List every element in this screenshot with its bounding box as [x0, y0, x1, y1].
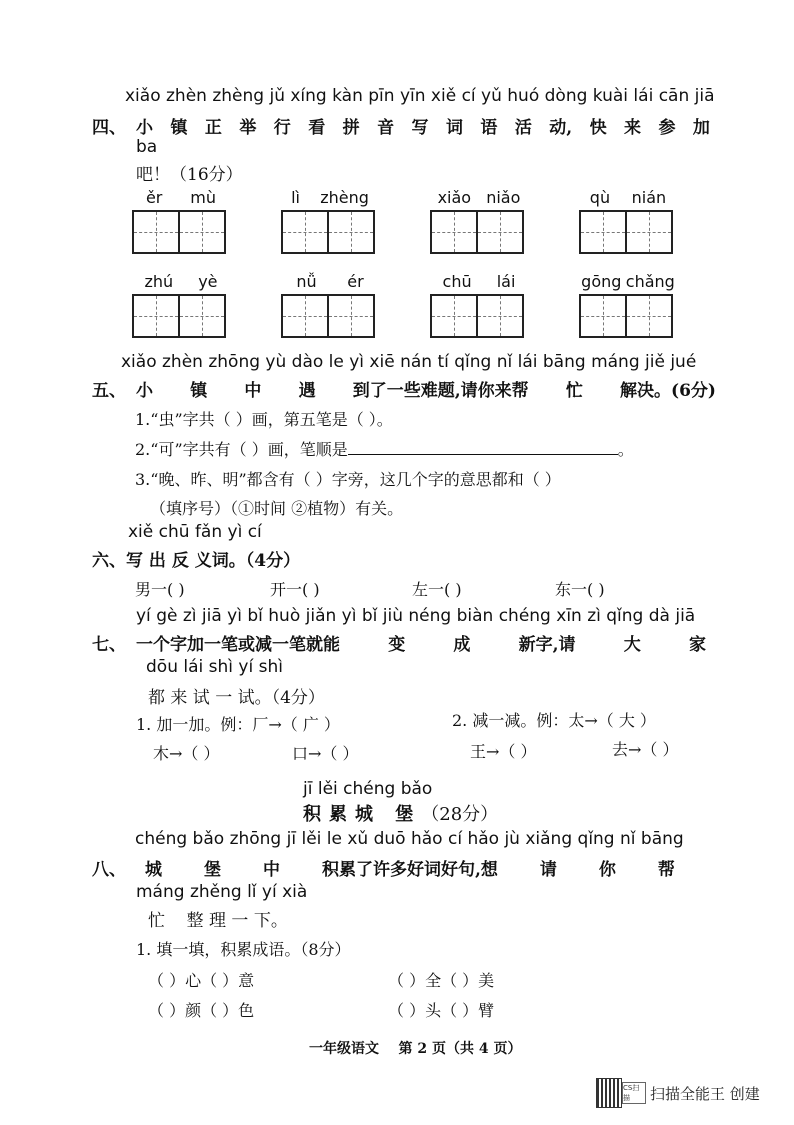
pinyin-syllable: ěr: [145, 188, 163, 207]
word-box-gongchang: [579, 272, 677, 338]
q7-add-title: 1. 加一加。例：厂→（ 广 ）: [136, 715, 340, 734]
q5-char: 中: [244, 381, 262, 401]
q5-title: [136, 376, 716, 401]
word-box-qunian: [579, 188, 677, 254]
q5-item-3: 3.“晚、昨、明”都含有（ ）字旁，这几个字的意思都和（ ）: [135, 470, 561, 489]
antonym-kai: 开一( ): [270, 580, 320, 599]
q8-char: 帮: [657, 860, 675, 880]
q4-char: 正: [204, 118, 222, 138]
q4-char: 词: [445, 118, 463, 138]
q4-char: 镇: [170, 118, 188, 138]
writing-cell[interactable]: [476, 210, 524, 254]
q4-pinyin-ba: ba: [136, 137, 158, 157]
q4-pinyin: xiǎo zhèn zhèng jǔ xíng kàn pīn yīn xiě cí yǔ huó dòng kuài lái cān jiā: [125, 86, 715, 106]
q7-sub-item-wang: 王→（ ）: [470, 742, 537, 761]
scanner-watermark: 扫描全能王 创建: [650, 1085, 760, 1103]
q8-char: 你: [598, 860, 616, 880]
q8-title-end: 忙 整 理 一 下。: [148, 911, 288, 931]
q4-char: 语: [480, 118, 498, 138]
antonym-zuo: 左一( ): [412, 580, 462, 599]
pinyin-syllable: nǚ: [296, 272, 317, 291]
word-box-ermu: [132, 188, 230, 254]
word-box-xiaoniao: [430, 188, 528, 254]
q7-title: [136, 630, 706, 655]
q5-item-3-options: （填序号）（①时间 ②植物）有关。: [150, 499, 404, 518]
word-box-nuer: [281, 272, 379, 338]
stroke-order-blank[interactable]: [348, 438, 618, 455]
q6-title: 六、写 出 反 义词。（4分）: [92, 551, 301, 571]
q7-pinyin: yí gè zì jiā yì bǐ huò jiǎn yì bǐ jiù néng biàn chéng xīn zì qǐng dà jiā: [136, 606, 696, 626]
writing-cell[interactable]: [476, 294, 524, 338]
q7-add-item-kou: 口→（ ）: [292, 744, 359, 763]
idiom-quan-mei: （ ）全（ ）美: [388, 971, 495, 990]
scanner-logo-text: CS扫描: [623, 1084, 640, 1102]
q4-number: 四、: [92, 118, 126, 138]
q7-char: 家: [688, 635, 706, 655]
writing-cell[interactable]: [625, 210, 673, 254]
pinyin-syllable: niǎo: [486, 188, 521, 207]
q7-char: 大: [623, 635, 641, 655]
scanner-logo: [622, 1082, 646, 1104]
q5-char: 解决。(6分): [620, 381, 716, 401]
q4-char: 加: [692, 118, 710, 138]
q4-char: 拼: [342, 118, 360, 138]
q5-item-2: [135, 437, 634, 460]
q4-title-end: 吧！（16分）: [136, 165, 243, 185]
q4-char: 活: [514, 118, 532, 138]
antonym-dong: 东一( ): [555, 580, 605, 599]
q7-pinyin-2: dōu lái shì yí shì: [146, 657, 283, 677]
pinyin-syllable: chǎng: [625, 272, 675, 291]
q8-char: 请: [539, 860, 557, 880]
writing-cell[interactable]: [178, 210, 226, 254]
pinyin-syllable: yè: [198, 272, 218, 291]
q5-char: 镇: [190, 381, 208, 401]
q7-number: 七、: [92, 635, 126, 655]
writing-cell[interactable]: [579, 210, 627, 254]
word-box-lizheng: [281, 188, 379, 254]
writing-cell[interactable]: [178, 294, 226, 338]
writing-cell[interactable]: [132, 294, 180, 338]
q5-char: 忙: [565, 381, 583, 401]
q8-title: [145, 855, 675, 880]
q8-pinyin-2: máng zhěng lǐ yí xià: [136, 882, 308, 902]
section-score: （28分）: [421, 804, 499, 825]
word-box-chulai: [430, 272, 528, 338]
writing-cell[interactable]: [625, 294, 673, 338]
pinyin-syllable: qù: [589, 188, 611, 207]
writing-cell[interactable]: [327, 294, 375, 338]
q4-char: 看: [308, 118, 326, 138]
qr-code-icon: [596, 1078, 622, 1108]
q8-number: 八、: [92, 860, 126, 880]
pinyin-syllable: lì: [291, 188, 300, 207]
q8-char: 积累了许多好词好句,想: [322, 860, 498, 880]
writing-cell[interactable]: [430, 210, 478, 254]
q4-char: 举: [239, 118, 257, 138]
writing-cell[interactable]: [430, 294, 478, 338]
q7-char: 一个字加一笔或减一笔就能: [136, 635, 340, 655]
pinyin-syllable: lái: [496, 272, 516, 291]
q7-char: 变: [388, 635, 406, 655]
q5-item-1: 1.“虫”字共（ ）画，第五笔是（ ）。: [135, 410, 393, 429]
q5-char: 小: [136, 381, 153, 401]
q4-char: 动,: [549, 118, 573, 138]
writing-cell[interactable]: [132, 210, 180, 254]
q7-sub-item-qu: 去→（ ）: [612, 740, 679, 759]
q4-char: 参: [658, 118, 676, 138]
q7-char: 新字,请: [518, 635, 576, 655]
q4-char: 快: [589, 118, 607, 138]
q8-char: 城: [145, 860, 162, 880]
writing-cell[interactable]: [327, 210, 375, 254]
q4-char: 音: [377, 118, 395, 138]
q5-pinyin: xiǎo zhèn zhōng yù dào le yì xiē nán tí qǐng nǐ lái bāng máng jiě jué: [121, 352, 697, 372]
q7-add-item-mu: 木→（ ）: [153, 744, 220, 763]
page-footer: 一年级语文 第 2 页（共 4 页）: [309, 1041, 522, 1057]
writing-cell[interactable]: [281, 294, 329, 338]
pinyin-syllable: chū: [442, 272, 472, 291]
section-title: 积累城 堡: [303, 804, 422, 825]
q7-char: 成: [453, 635, 471, 655]
q4-char: 来: [624, 118, 642, 138]
idiom-xin-yi: （ ）心（ ）意: [148, 971, 255, 990]
q5-char: 遇: [298, 381, 316, 401]
writing-cell[interactable]: [579, 294, 627, 338]
word-box-zhuye: [132, 272, 230, 338]
writing-cell[interactable]: [281, 210, 329, 254]
q8-char: 堡: [204, 860, 221, 880]
pinyin-syllable: zhú: [144, 272, 174, 291]
section-heading: [303, 800, 498, 826]
q7-title-end: 都 来 试 一 试。（4分）: [148, 688, 325, 708]
q8-pinyin: chéng bǎo zhōng jī lěi le xǔ duō hǎo cí hǎo jù xiǎng qǐng nǐ bāng: [135, 829, 684, 849]
idiom-tou-bi: （ ）头（ ）臂: [388, 1001, 495, 1020]
q7-sub-title: 2. 减一减。例：太→（ 大 ）: [452, 711, 656, 730]
idiom-yan-se: （ ）颜（ ）色: [148, 1001, 255, 1020]
q4-char: 行: [273, 118, 291, 138]
q5-char: 到了一些难题,请你来帮: [352, 381, 529, 401]
pinyin-syllable: zhèng: [320, 188, 369, 207]
antonym-nan: 男一( ): [135, 580, 185, 599]
pinyin-syllable: xiǎo: [437, 188, 472, 207]
pinyin-syllable: ér: [347, 272, 364, 291]
q6-pinyin: xiě chū fǎn yì cí: [128, 522, 262, 542]
q4-char: 小: [136, 118, 153, 138]
pinyin-syllable: mù: [190, 188, 217, 207]
section-pinyin: jī lěi chéng bǎo: [303, 779, 433, 799]
q5-item-2-end: 。: [617, 440, 634, 459]
q5-item-2-text: 2.“可”字共有（ ）画，笔顺是: [135, 440, 348, 459]
pinyin-syllable: gōng: [581, 272, 622, 291]
q4-title: [136, 113, 710, 138]
q5-number: 五、: [92, 381, 126, 401]
q8-sub-title: 1. 填一填，积累成语。（8分）: [136, 940, 351, 959]
pinyin-syllable: nián: [631, 188, 667, 207]
q8-char: 中: [263, 860, 280, 880]
q4-char: 写: [411, 118, 429, 138]
